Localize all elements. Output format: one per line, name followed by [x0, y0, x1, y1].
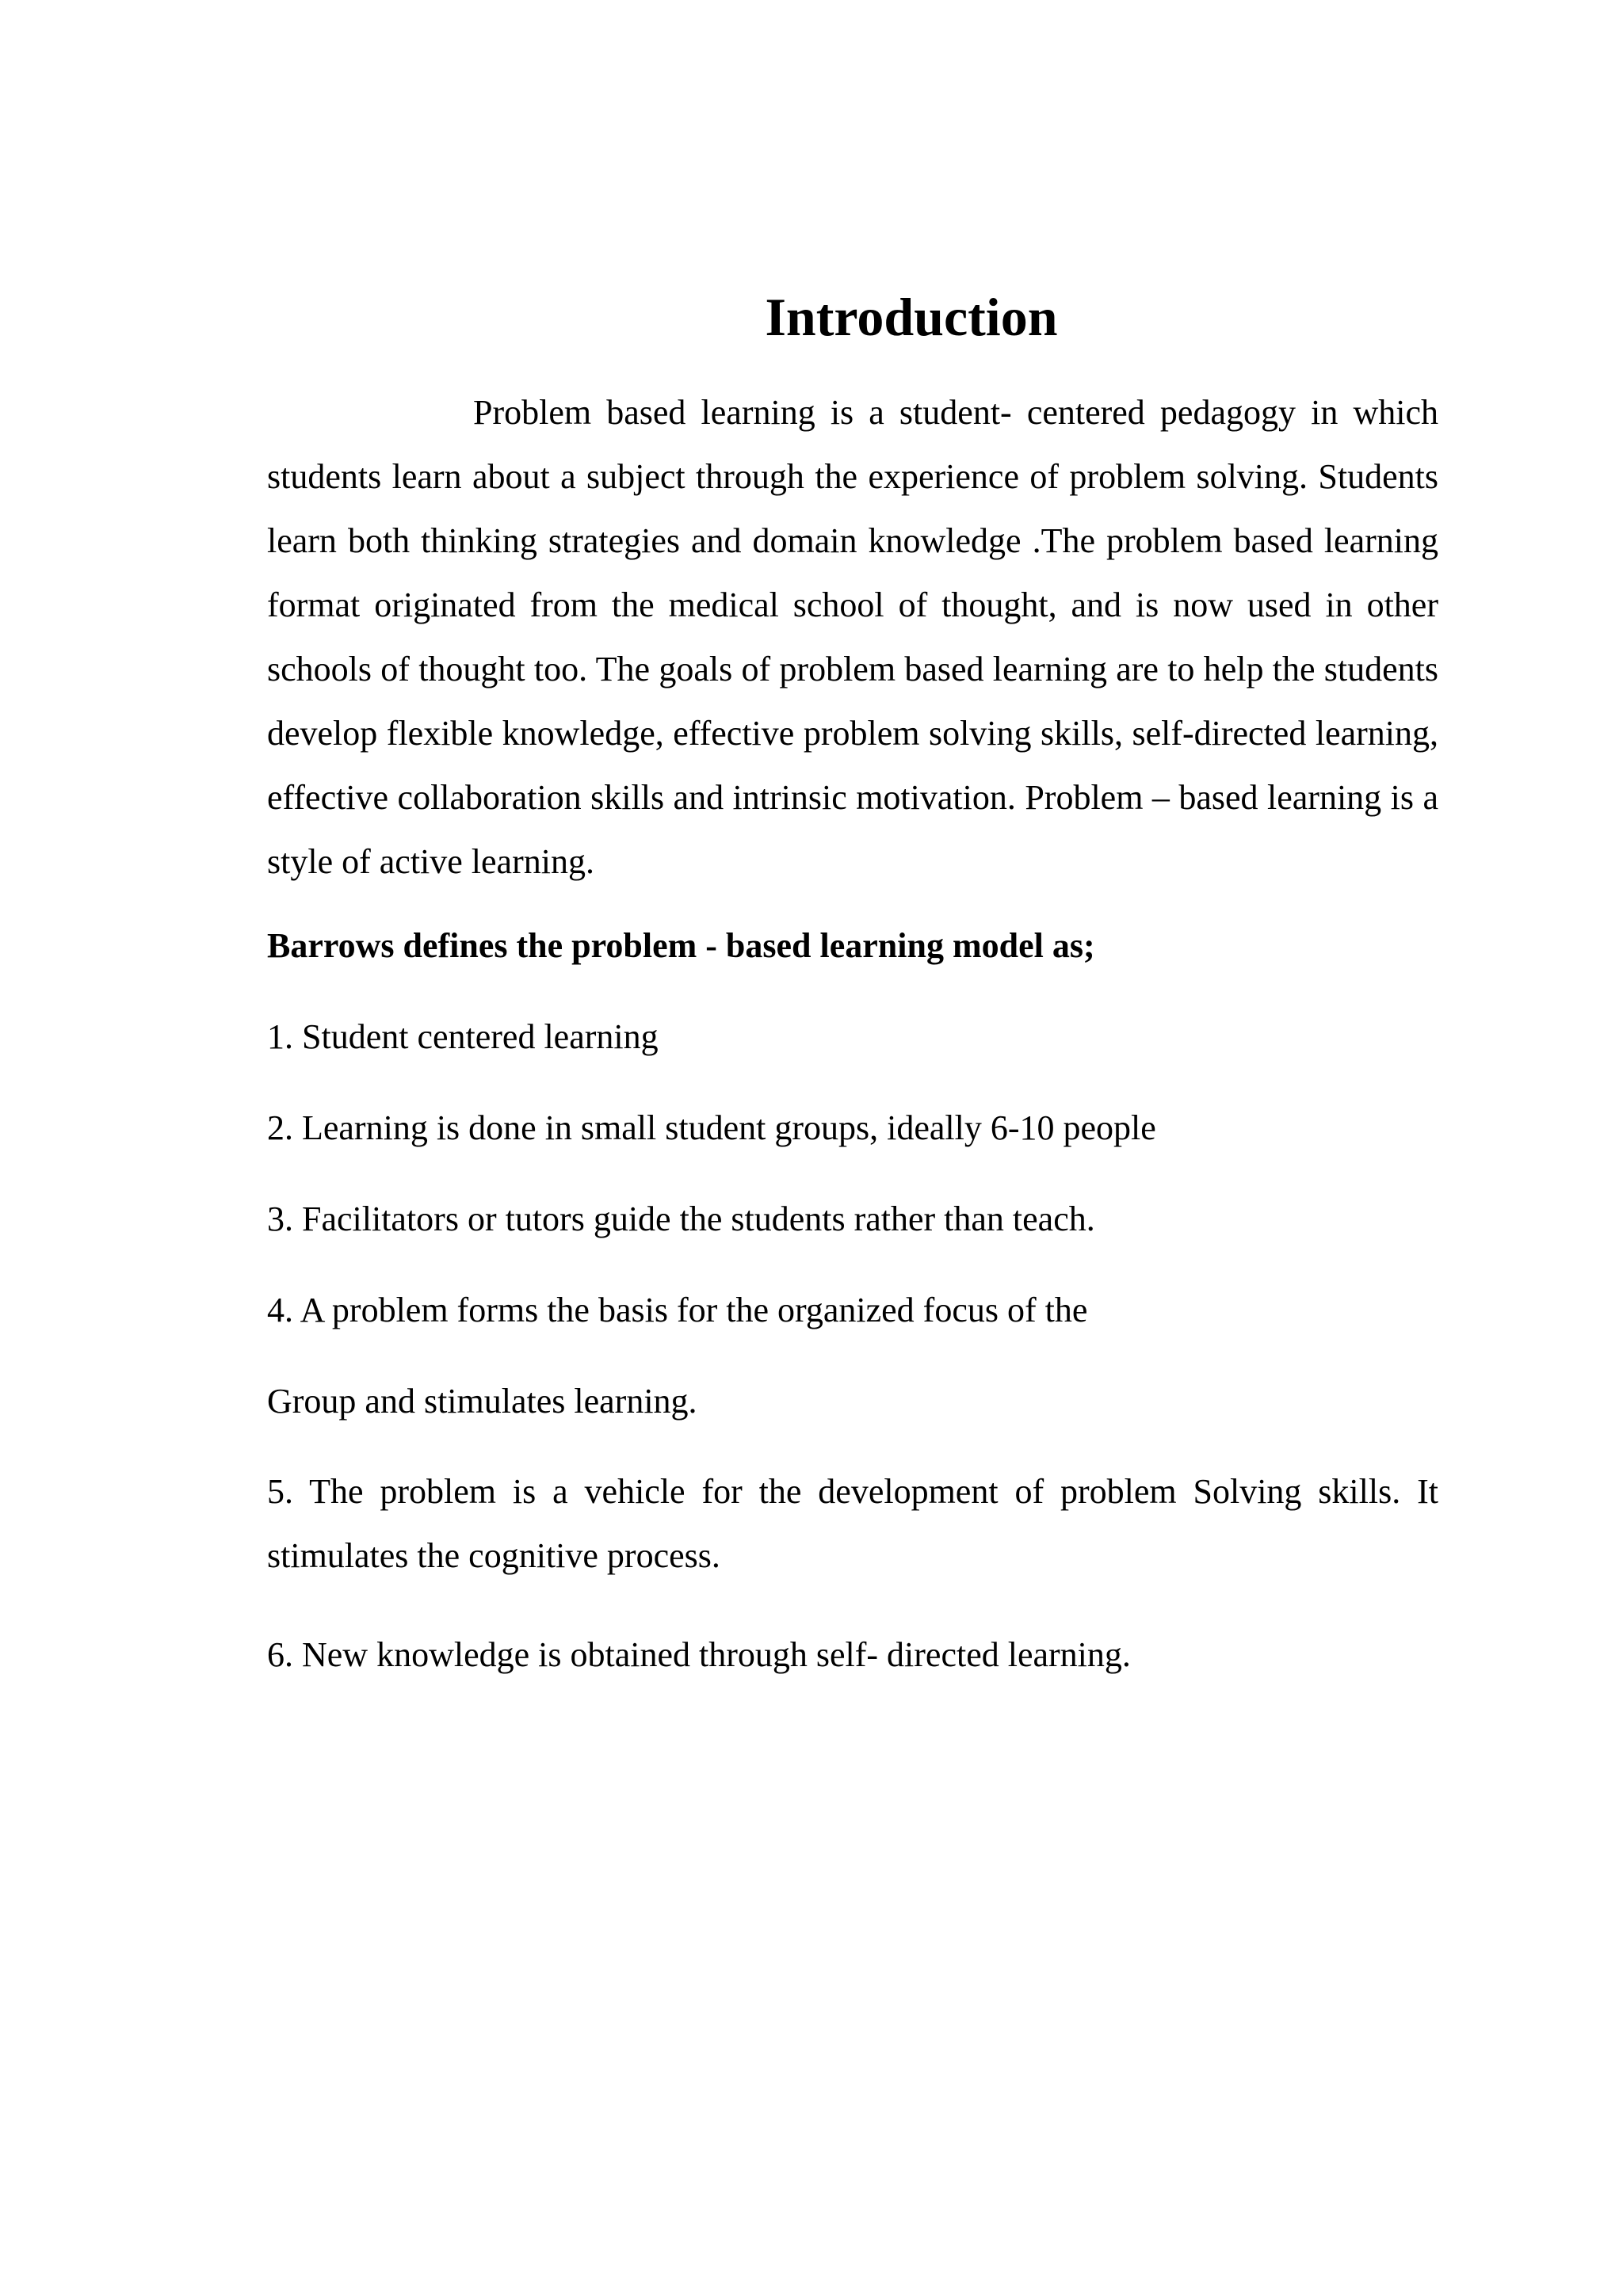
document-content [267, 281, 1438, 1679]
list-item-1: 1. Student centered learning [267, 1017, 659, 1056]
list-item-4: 4. A problem forms the basis for the organized focus of the [267, 1291, 1088, 1329]
model-heading: Barrows defines the problem - based learning model as; [267, 926, 1095, 965]
list-item-6: 6. New knowledge is obtained through self- directed learning. [267, 1635, 1131, 1674]
intro-paragraph: Problem based learning is a student- centered pedagogy in which students learn about a subject through the experience of problem solving. Students learn both thinking strategies and domain knowledge .The problem based learning format originated from the medical school of thought, and is now used in other schools of thought too. The goals of problem based learning are to help the students develop flexible knowledge, effective problem solving skills, self-directed learning, effective collaboration skills and intrinsic motivation. Problem – based learning is a style of active learning. [267, 393, 1438, 881]
list-item-2: 2. Learning is done in small student groups, ideally 6-10 people [267, 1108, 1156, 1147]
list-item-4-continuation: Group and stimulates learning. [267, 1382, 697, 1421]
page-title: Introduction [765, 287, 1058, 347]
list-item-5: 5. The problem is a vehicle for the development of problem Solving skills. It stimulates the cognitive process. [267, 1472, 1438, 1575]
list-item-3: 3. Facilitators or tutors guide the students rather than teach. [267, 1199, 1095, 1238]
